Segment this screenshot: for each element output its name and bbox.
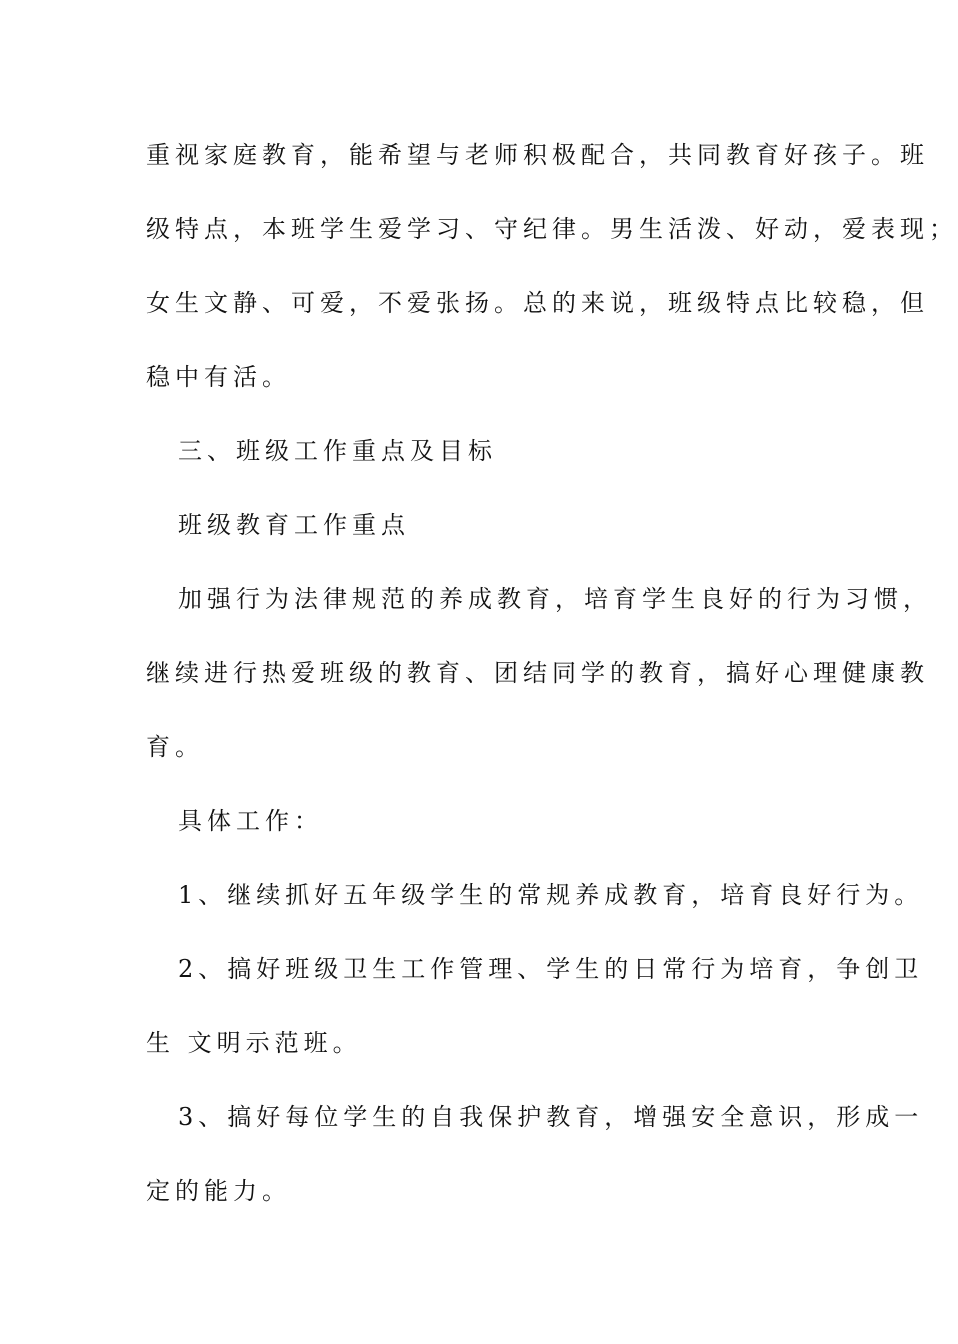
- list-item-continuation: 定的能力。: [146, 1177, 291, 1205]
- subsection-heading: 班级教育工作重点: [178, 511, 410, 539]
- list-item-continuation: 生 文明示范班。: [146, 1029, 362, 1057]
- paragraph-line: 稳中有活。: [146, 363, 291, 391]
- paragraph-line: 继续进行热爱班级的教育、团结同学的教育，搞好心理健康教: [146, 659, 929, 687]
- list-item: 1、继续抓好五年级学生的常规养成教育，培育良好行为。: [178, 881, 924, 909]
- paragraph-line: 育。: [146, 733, 204, 761]
- paragraph-line: 重视家庭教育，能希望与老师积极配合，共同教育好孩子。班: [146, 141, 929, 169]
- paragraph-line: 加强行为法律规范的养成教育，培育学生良好的行为习惯，: [178, 585, 932, 613]
- list-item: 3、搞好每位学生的自我保护教育，增强安全意识，形成一: [178, 1103, 924, 1131]
- list-heading: 具体工作：: [178, 807, 323, 835]
- section-heading: 三、班级工作重点及目标: [178, 437, 497, 465]
- list-item: 2、搞好班级卫生工作管理、学生的日常行为培育，争创卫: [178, 955, 924, 983]
- paragraph-line: 级特点，本班学生爱学习、守纪律。男生活泼、好动，爱表现；: [146, 215, 958, 243]
- paragraph-line: 女生文静、可爱，不爱张扬。总的来说，班级特点比较稳，但: [146, 289, 929, 317]
